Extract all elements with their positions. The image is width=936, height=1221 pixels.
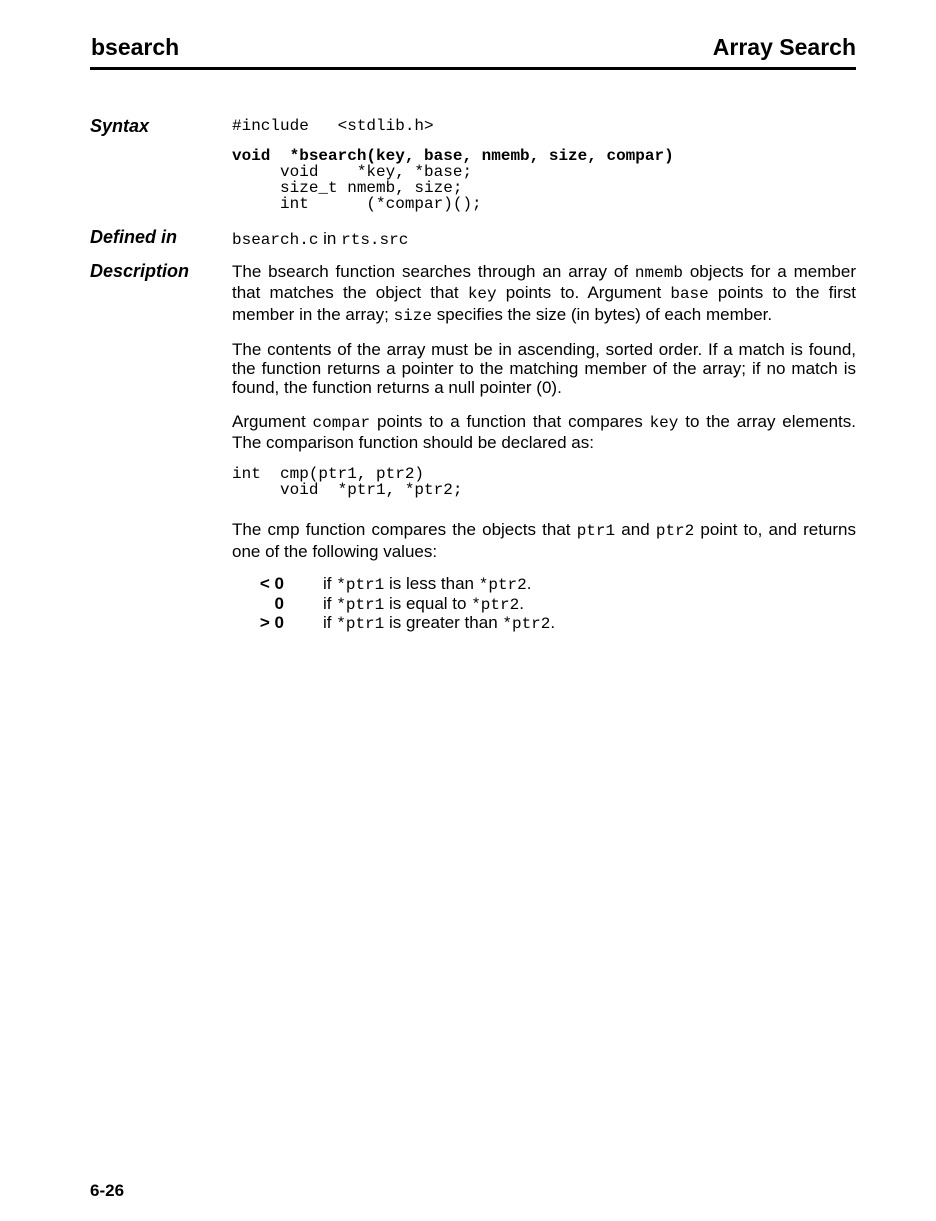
description-paragraph-1 bbox=[232, 262, 856, 326]
description-paragraph-2: The contents of the array must be in ascending, sorted order. If a match is found, the function returns a pointer to the matching member of the array; if no match is found, the function returns a null pointer (0). bbox=[232, 339, 856, 398]
p1-text-1: The bsearch function searches through an array of bbox=[232, 262, 635, 281]
param-line-2: size_t nmemb, size; bbox=[232, 179, 463, 197]
source-archive: rts.src bbox=[341, 231, 409, 249]
p1-text-5: specifies the size (in bytes) of each member. bbox=[431, 304, 773, 324]
function-name-heading: bsearch bbox=[91, 34, 180, 60]
p1-text-4: points to the first member in the array; bbox=[232, 283, 856, 324]
defined-in-label: Defined in bbox=[90, 227, 178, 247]
param-line-3: int (*compar)(); bbox=[232, 195, 482, 213]
p1-code-nmemb: nmemb bbox=[634, 264, 683, 282]
p4-text-3: point to, and returns one of the following values: bbox=[232, 520, 857, 561]
p3-text-3: to the array elements. The comparison function should be declared as: bbox=[232, 411, 856, 453]
defined-in-connector: in bbox=[318, 229, 342, 248]
include-line: #include <stdlib.h> bbox=[232, 117, 434, 135]
p3-text-2: points to a function that compares bbox=[370, 411, 650, 431]
description-block bbox=[232, 262, 856, 561]
cmp-code-line-2: void *ptr1, *ptr2; bbox=[232, 481, 463, 500]
description-label: Description bbox=[90, 261, 190, 281]
page-number: 6-26 bbox=[90, 1181, 125, 1200]
return-description: if *ptr1 is less than *ptr2. bbox=[323, 574, 532, 594]
description-paragraph-3 bbox=[232, 412, 856, 453]
p3-text-1: Argument bbox=[232, 411, 313, 431]
p1-code-key: key bbox=[467, 285, 497, 304]
section-title-heading: Array Search bbox=[712, 34, 856, 60]
defined-in-value bbox=[232, 229, 856, 249]
source-file: bsearch.c bbox=[232, 231, 319, 249]
p4-code-ptr2: ptr2 bbox=[655, 522, 695, 541]
cmp-code-line-1: int cmp(ptr1, ptr2) bbox=[232, 465, 425, 484]
p1-text-3: points to. Argument bbox=[496, 283, 671, 303]
p1-code-size: size bbox=[393, 306, 432, 325]
syntax-block bbox=[232, 118, 856, 212]
return-symbol: > 0 bbox=[259, 613, 284, 632]
return-description: if *ptr1 is greater than *ptr2. bbox=[323, 613, 556, 633]
p3-code-compar: compar bbox=[312, 413, 371, 432]
p1-text-2: objects for a member that matches the object that bbox=[232, 262, 856, 303]
p4-text-1: The cmp function compares the objects that bbox=[232, 520, 577, 540]
page-header bbox=[90, 31, 856, 70]
syntax-label: Syntax bbox=[90, 116, 150, 136]
return-symbol: < 0 bbox=[259, 574, 284, 593]
param-line-1: void *key, *base; bbox=[232, 163, 473, 181]
return-description: if *ptr1 is equal to *ptr2. bbox=[323, 593, 524, 614]
p4-code-ptr1: ptr1 bbox=[576, 522, 616, 541]
p4-text-2: and bbox=[615, 520, 656, 540]
description-paragraph-4 bbox=[232, 520, 856, 561]
p1-code-base: base bbox=[670, 285, 709, 304]
p3-code-key: key bbox=[649, 413, 679, 432]
return-symbol: 0 bbox=[274, 593, 284, 613]
declaration-line: void *bsearch(key, base, nmemb, size, compar) bbox=[232, 147, 674, 165]
